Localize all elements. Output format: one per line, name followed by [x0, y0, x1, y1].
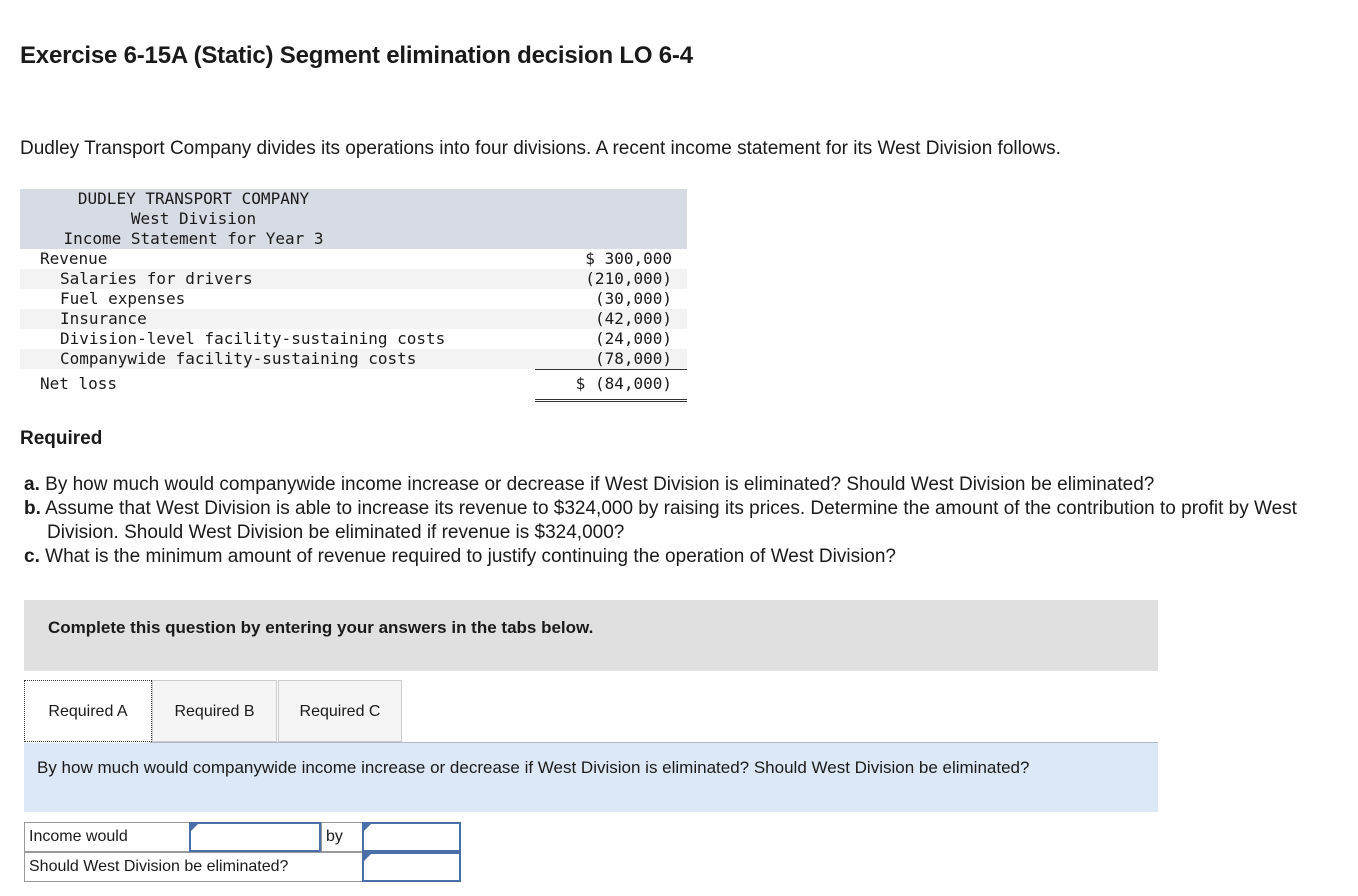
row-label: Salaries for drivers [60, 269, 253, 288]
required-list [24, 473, 1314, 569]
tab-required-c[interactable]: Required C [278, 680, 402, 742]
item-text: Assume that West Division is able to increase its revenue to $324,000 by raising its prices. Determine the amount of the contribution to profit by West Division. Should West Division be eliminated if revenue is $324,000? [45, 498, 1297, 543]
row-amount: $ (84,000) [575, 374, 672, 393]
row-label: Revenue [40, 249, 108, 268]
company-name: DUDLEY TRANSPORT COMPANY [77, 189, 310, 208]
page-title: Exercise 6-15A (Static) Segment elimination decision LO 6-4 [20, 42, 693, 69]
panel-question: By how much would companywide income increase or decrease if West Division is eliminated? Should West Division be eliminated? [37, 758, 1030, 777]
division-name: West Division [130, 209, 257, 228]
income-change-amount-input[interactable] [362, 822, 461, 852]
statement-row-salaries [20, 269, 687, 289]
row-label: Insurance [60, 309, 147, 328]
statement-row-companywide-costs [20, 349, 687, 369]
income-would-label: Income would [24, 822, 190, 852]
income-direction-select[interactable] [189, 822, 321, 852]
required-heading: Required [20, 428, 103, 449]
required-item-c [24, 545, 1314, 569]
statement-header [20, 189, 687, 249]
row-amount: (42,000) [594, 309, 672, 328]
statement-row-fuel [20, 289, 687, 309]
item-letter: b. [24, 498, 41, 519]
by-label: by [321, 822, 363, 852]
row-label: Companywide facility-sustaining costs [60, 349, 417, 368]
row-amount: (210,000) [585, 269, 672, 288]
row-amount: (78,000) [594, 349, 672, 368]
question-panel [24, 743, 1158, 812]
row-amount: (24,000) [594, 329, 672, 348]
instruction-banner [24, 600, 1158, 671]
eliminate-decision-select[interactable] [362, 852, 461, 882]
eliminate-question-label: Should West Division be eliminated? [24, 852, 363, 882]
item-letter: a. [24, 474, 40, 495]
tab-required-b[interactable]: Required B [152, 680, 277, 742]
item-text: What is the minimum amount of revenue required to justify continuing the operation of West Division? [45, 546, 896, 567]
tab-required-a[interactable]: Required A [24, 680, 152, 742]
statement-period: Income Statement for Year 3 [63, 229, 324, 248]
row-amount: $ 300,000 [585, 249, 672, 268]
income-statement [20, 189, 687, 399]
required-item-b [24, 497, 1314, 545]
instruction-text: Complete this question by entering your answers in the tabs below. [48, 618, 594, 637]
item-letter: c. [24, 546, 40, 567]
statement-row-net-loss [20, 369, 687, 399]
statement-row-insurance [20, 309, 687, 329]
row-label: Net loss [40, 374, 118, 393]
required-item-a [24, 473, 1314, 497]
item-text: By how much would companywide income increase or decrease if West Division is eliminated? Should West Division be eliminated? [45, 474, 1155, 495]
intro-text: Dudley Transport Company divides its operations into four divisions. A recent income statement for its West Division follows. [20, 138, 1061, 159]
statement-row-division-costs [20, 329, 687, 349]
row-label: Division-level facility-sustaining costs [60, 329, 446, 348]
statement-row-revenue [20, 249, 687, 269]
row-label: Fuel expenses [60, 289, 186, 308]
row-amount: (30,000) [594, 289, 672, 308]
